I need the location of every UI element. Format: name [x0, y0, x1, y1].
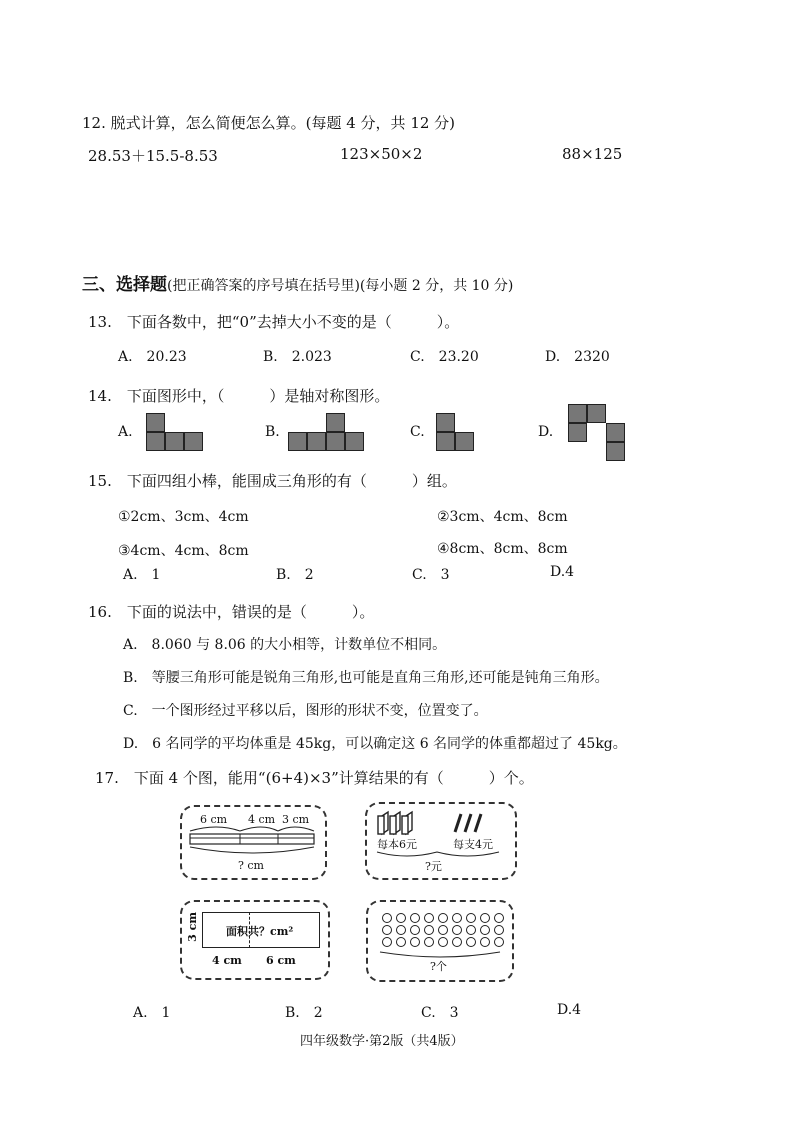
- q14-label-d: D.: [538, 424, 554, 440]
- q15-option-d: D.4: [550, 564, 575, 580]
- fig1-label-c: 3 cm: [282, 813, 310, 826]
- q17-option-c: C. 3: [421, 1005, 459, 1021]
- fig3-area-label: 面积共？cm²: [226, 925, 294, 938]
- q15-option-a: A. 1: [123, 567, 161, 583]
- q14-label-c: C.: [410, 424, 425, 440]
- q16-option-d: D. 6 名同学的平均体重是 45kg，可以确定这 6 名同学的体重都超过了 45kg。: [123, 736, 627, 752]
- q13-option-c: C. 23.20: [410, 349, 479, 365]
- q15-group-1: ①2cm、3cm、4cm: [118, 509, 249, 525]
- section3-title: 三、选择题: [82, 275, 167, 295]
- fig2-left-label: 每本6元: [377, 838, 417, 851]
- fig3-side-label: 3 cm: [186, 912, 199, 942]
- q14-label-b: B.: [265, 424, 280, 440]
- q12-header: 12. 脱式计算，怎么简便怎么算。(每题 4 分，共 12 分): [82, 114, 456, 132]
- q14-stem: 14. 下面图形中，（ ）是轴对称图形。: [88, 387, 390, 405]
- q17-option-d: D.4: [557, 1002, 582, 1018]
- q15-option-b: B. 2: [276, 567, 314, 583]
- section3-heading: [82, 270, 513, 295]
- q13-option-a: A. 20.23: [118, 349, 187, 365]
- fig3-label-a: 4 cm: [212, 954, 242, 967]
- q17-figure-3: [180, 900, 330, 980]
- q13-option-d: D. 2320: [545, 349, 610, 365]
- q17-option-b: B. 2: [285, 1005, 323, 1021]
- fig2-total: ?元: [425, 860, 442, 873]
- q13-option-b: B. 2.023: [263, 349, 332, 365]
- q15-stem: 15. 下面四组小棒，能围成三角形的有（ ）组。: [88, 472, 457, 490]
- q15-group-2: ②3cm、4cm、8cm: [437, 509, 568, 525]
- section3-note: (把正确答案的序号填在括号里)(每小题 2 分，共 10 分): [167, 278, 514, 294]
- q17-figure-1: [180, 805, 327, 880]
- q15-group-4: ④8cm、8cm、8cm: [437, 541, 568, 557]
- fig4-total: ?个: [430, 960, 447, 973]
- q15-option-c: C. 3: [412, 567, 450, 583]
- q17-figure-2: [365, 802, 517, 880]
- fig1-label-a: 6 cm: [200, 813, 228, 826]
- q12-item-3: 88×125: [562, 145, 623, 163]
- fig1-label-b: 4 cm: [248, 813, 276, 826]
- q13-stem: 13. 下面各数中，把“0”去掉大小不变的是（ ）。: [88, 313, 460, 331]
- q16-option-b: B. 等腰三角形可能是锐角三角形,也可能是直角三角形,还可能是钝角三角形。: [123, 670, 609, 686]
- q12-item-2: 123×50×2: [340, 145, 423, 163]
- fig3-label-b: 6 cm: [266, 954, 296, 967]
- q17-stem: 17. 下面 4 个图，能用“(6+4)×3”计算结果的有（ ）个。: [95, 769, 534, 787]
- fig1-total: ? cm: [238, 859, 264, 872]
- q16-option-c: C. 一个图形经过平移以后，图形的形状不变，位置变了。: [123, 703, 488, 719]
- q15-group-3: ③4cm、4cm、8cm: [118, 543, 249, 559]
- page-footer: 四年级数学·第2版（共4版）: [300, 1034, 464, 1049]
- q14-label-a: A.: [118, 424, 133, 440]
- q16-stem: 16. 下面的说法中，错误的是（ ）。: [88, 603, 375, 621]
- fig2-right-label: 每支4元: [453, 838, 493, 851]
- q12-item-1: 28.53＋15.5-8.53: [88, 147, 218, 165]
- q16-option-a: A. 8.060 与 8.06 的大小相等，计数单位不相同。: [123, 637, 447, 653]
- q17-figure-4: [366, 900, 514, 982]
- q17-option-a: A. 1: [133, 1005, 171, 1021]
